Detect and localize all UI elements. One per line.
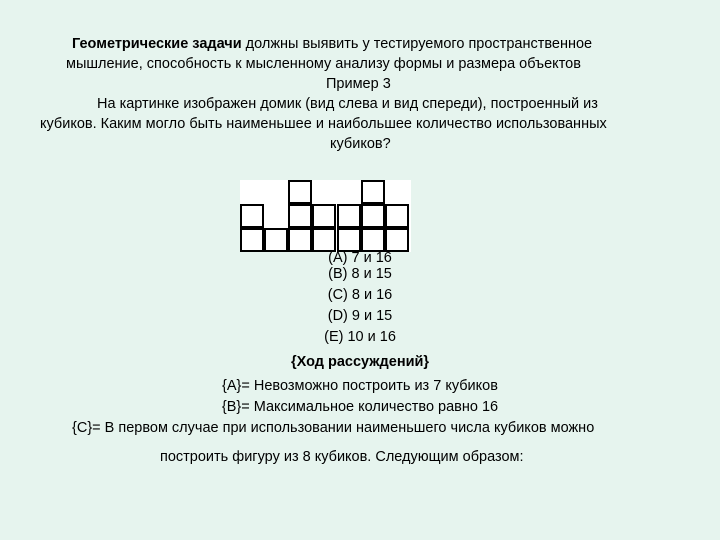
reasoning-c: {C}= В первом случае при использовании наименьшего числа кубиков можно	[72, 420, 595, 436]
reasoning-c-continued: построить фигуру из 8 кубиков. Следующим образом:	[160, 449, 524, 465]
example-title: Пример 3	[326, 76, 391, 92]
option-a: (A) 7 и 16	[328, 250, 392, 266]
question-line-3: кубиков?	[330, 136, 391, 152]
house-figure	[240, 180, 411, 252]
reasoning-title: {Ход рассуждений}	[290, 354, 430, 370]
cube	[385, 204, 409, 228]
intro-line-2: мышление, способность к мысленному анализу формы и размера объектов	[66, 56, 581, 72]
option-c: (C) 8 и 16	[327, 287, 393, 303]
option-e: (E) 10 и 16	[324, 329, 396, 345]
question-line-1: На картинке изображен домик (вид слева и вид спереди), построенный из	[97, 96, 598, 112]
intro-bold: Геометрические задачи	[72, 36, 242, 52]
cube	[288, 204, 312, 228]
intro-rest: должны выявить у тестируемого пространственное	[241, 36, 593, 52]
option-b: (B) 8 и 15	[328, 266, 392, 282]
question-line-2: кубиков. Каким могло быть наименьшее и наибольшее количество использованных	[40, 116, 607, 132]
cube	[288, 180, 312, 204]
reasoning-b: {B}= Максимальное количество равно 16	[221, 399, 499, 415]
cube	[312, 204, 336, 228]
cube	[240, 204, 264, 228]
cube	[361, 204, 385, 228]
option-d: (D) 9 и 15	[327, 308, 393, 324]
cube	[337, 204, 361, 228]
reasoning-a: {A}= Невозможно построить из 7 кубиков	[222, 378, 498, 394]
cube	[361, 180, 385, 204]
intro-line-1	[72, 34, 592, 54]
